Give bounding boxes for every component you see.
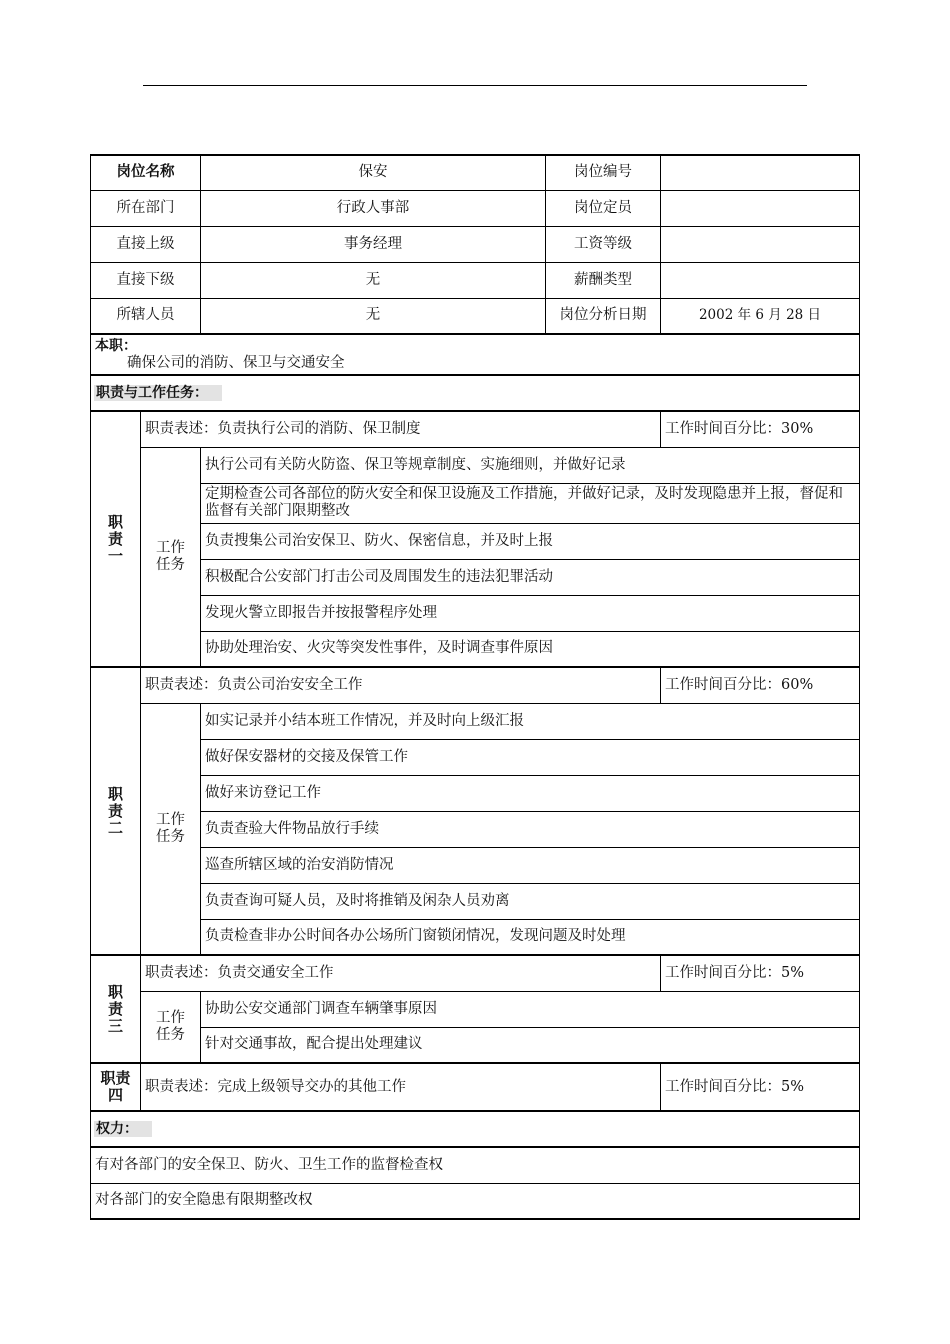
info-value <box>661 190 860 226</box>
task-item: 负责查询可疑人员，及时将推销及闲杂人员劝离 <box>201 883 860 919</box>
task-row <box>91 1027 860 1063</box>
task-row <box>91 739 860 775</box>
task-row <box>91 991 860 1027</box>
duty-head-label: 职责四 <box>100 1069 131 1104</box>
authority-title-row <box>91 1111 860 1147</box>
task-item: 针对交通事故，配合提出处理建议 <box>201 1027 860 1063</box>
task-row <box>91 523 860 559</box>
info-label: 所辖人员 <box>91 298 201 334</box>
duty-head <box>91 1063 141 1111</box>
info-value: 保安 <box>201 155 546 190</box>
job-description-table <box>90 154 860 1220</box>
info-row <box>91 262 860 298</box>
duty-desc-row <box>91 411 860 447</box>
task-row <box>91 595 860 631</box>
task-item: 发现火警立即报告并按报警程序处理 <box>201 595 860 631</box>
info-row <box>91 226 860 262</box>
task-item: 如实记录并小结本班工作情况，并及时向上级汇报 <box>201 703 860 739</box>
authority-row <box>91 1147 860 1183</box>
duty-head <box>91 667 141 955</box>
task-row <box>91 883 860 919</box>
task-item: 协助公安交通部门调查车辆肇事原因 <box>201 991 860 1027</box>
task-row <box>91 483 860 523</box>
task-label: 工作任务 <box>156 811 185 845</box>
info-row <box>91 298 860 334</box>
task-row <box>91 559 860 595</box>
info-value: 行政人事部 <box>201 190 546 226</box>
duty-desc: 职责表述：负责执行公司的消防、保卫制度 <box>141 411 661 447</box>
core-title: 本职： <box>95 338 137 354</box>
duties-title-row <box>91 375 860 411</box>
task-item: 做好来访登记工作 <box>201 775 860 811</box>
info-label: 所在部门 <box>91 190 201 226</box>
task-item: 巡查所辖区域的治安消防情况 <box>201 847 860 883</box>
info-label: 岗位分析日期 <box>546 298 661 334</box>
info-value <box>661 262 860 298</box>
task-label-cell <box>141 991 201 1063</box>
info-value: 无 <box>201 298 546 334</box>
core-section <box>91 334 860 375</box>
authority-item: 有对各部门的安全保卫、防火、卫生工作的监督检查权 <box>91 1147 860 1183</box>
task-row <box>91 811 860 847</box>
info-label: 岗位定员 <box>546 190 661 226</box>
duty-head-label: 职责三 <box>107 982 123 1035</box>
task-row <box>91 847 860 883</box>
task-item: 执行公司有关防火防盗、保卫等规章制度、实施细则，并做好记录 <box>201 447 860 483</box>
info-value: 事务经理 <box>201 226 546 262</box>
duty-head-label: 职责二 <box>107 784 123 837</box>
task-label: 工作任务 <box>156 1009 185 1043</box>
core-row <box>91 334 860 375</box>
duty-desc: 职责表述：负责公司治安安全工作 <box>141 667 661 703</box>
info-value <box>661 155 860 190</box>
task-item: 协助处理治安、火灾等突发性事件，及时调查事件原因 <box>201 631 860 667</box>
duty-head <box>91 955 141 1063</box>
task-label-cell <box>141 447 201 667</box>
task-item: 负责检查非办公时间各办公场所门窗锁闭情况，发现问题及时处理 <box>201 919 860 955</box>
duty-desc: 职责表述：完成上级领导交办的其他工作 <box>141 1063 661 1111</box>
header-rule <box>143 85 807 86</box>
authority-title: 权力： <box>94 1121 152 1137</box>
duty-time: 工作时间百分比：60% <box>661 667 860 703</box>
info-label: 薪酬类型 <box>546 262 661 298</box>
task-item: 定期检查公司各部位的防火安全和保卫设施及工作措施，并做好记录，及时发现隐患并上报，督促和监督有关部门限期整改 <box>201 483 860 523</box>
task-item: 负责查验大件物品放行手续 <box>201 811 860 847</box>
info-label: 直接下级 <box>91 262 201 298</box>
duty-desc-row <box>91 1063 860 1111</box>
duty-head-label: 职责一 <box>107 512 123 565</box>
task-row <box>91 447 860 483</box>
task-item: 做好保安器材的交接及保管工作 <box>201 739 860 775</box>
info-label: 岗位名称 <box>91 155 201 190</box>
duty-time: 工作时间百分比：5% <box>661 1063 860 1111</box>
task-row <box>91 775 860 811</box>
duties-section <box>91 375 860 411</box>
info-row <box>91 155 860 190</box>
task-label: 工作任务 <box>156 539 185 573</box>
info-label: 工资等级 <box>546 226 661 262</box>
analysis-date: 2002 年 6 月 28 日 <box>661 298 860 334</box>
duty-desc: 职责表述：负责交通安全工作 <box>141 955 661 991</box>
info-value: 无 <box>201 262 546 298</box>
authority-row <box>91 1183 860 1219</box>
duty-head <box>91 411 141 667</box>
task-item: 负责搜集公司治安保卫、防火、保密信息，并及时上报 <box>201 523 860 559</box>
duty-desc-row <box>91 667 860 703</box>
info-value <box>661 226 860 262</box>
task-item: 积极配合公安部门打击公司及周围发生的违法犯罪活动 <box>201 559 860 595</box>
task-label-cell <box>141 703 201 955</box>
info-label: 直接上级 <box>91 226 201 262</box>
task-row <box>91 631 860 667</box>
duties-title: 职责与工作任务： <box>94 385 222 401</box>
duty-time: 工作时间百分比：5% <box>661 955 860 991</box>
duty-time: 工作时间百分比：30% <box>661 411 860 447</box>
task-row <box>91 919 860 955</box>
authority-item: 对各部门的安全隐患有限期整改权 <box>91 1183 860 1219</box>
core-text: 确保公司的消防、保卫与交通安全 <box>127 355 345 371</box>
info-label: 岗位编号 <box>546 155 661 190</box>
info-row <box>91 190 860 226</box>
duty-desc-row <box>91 955 860 991</box>
task-row <box>91 703 860 739</box>
authority-section <box>91 1111 860 1147</box>
